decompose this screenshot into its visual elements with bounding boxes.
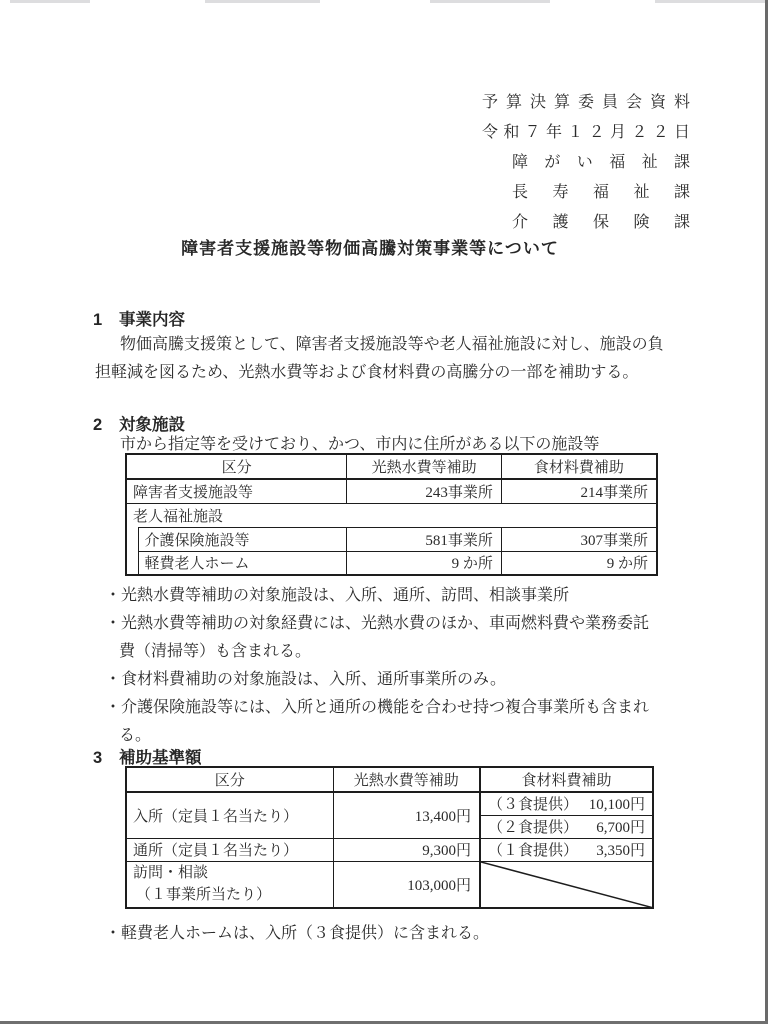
meal-amount: 6,700円 <box>596 820 645 836</box>
meal-type-label: （１食提供） <box>488 843 579 859</box>
meal-type-label: （２食提供） <box>488 820 579 836</box>
table-row <box>126 792 653 815</box>
diagonal-slash <box>481 862 652 908</box>
row-label-line: （１事業所当たり） <box>136 887 272 904</box>
note-line-continuation: 費（清掃等）も含まれる。 <box>119 643 312 660</box>
utility-count-cell: 9 か所 <box>347 551 502 575</box>
section1-body <box>95 331 675 387</box>
column-header-utility-subsidy: 光熱水費等補助 <box>347 454 502 479</box>
food-subsidy-na-cell <box>480 861 653 908</box>
committee-material-label: 予算決算委員会資料 <box>482 94 690 111</box>
indent-spacer-cell <box>126 551 138 575</box>
section1-number: 1 <box>93 311 103 329</box>
row-label-homon <box>126 861 333 908</box>
meal-amount: 3,350円 <box>596 843 645 859</box>
row-label-care-insurance: 介護保険施設等 <box>138 527 347 551</box>
page-title: 障害者支援施設等物価高騰対策事業等について <box>181 239 559 258</box>
table-row <box>126 861 653 908</box>
section3-note: ・軽費老人ホームは、入所（３食提供）に含まれる。 <box>105 925 490 942</box>
food-amount-cell <box>480 815 653 838</box>
subsidy-standard-amount-table <box>125 766 654 909</box>
food-count-cell: 214事業所 <box>501 479 657 503</box>
note-line: ・食材料費補助の対象施設は、入所、通所事業所のみ。 <box>105 671 506 688</box>
note-line-continuation: る。 <box>119 727 152 744</box>
table-row <box>126 838 653 861</box>
body-line: 担軽減を図るため、光熱水費等および食材料費の高騰分の一部を補助する。 <box>95 364 639 381</box>
column-header-category: 区分 <box>126 454 347 479</box>
department-name: 介護保険課 <box>512 214 690 231</box>
row-label-nyusho: 入所（定員１名当たり） <box>126 792 333 838</box>
utility-amount-cell: 13,400円 <box>333 792 480 838</box>
utility-count-cell: 581事業所 <box>347 527 502 551</box>
row-label-line: 訪問・相談 <box>133 865 209 882</box>
target-facilities-table <box>125 453 658 576</box>
indent-spacer-cell <box>126 527 138 551</box>
section1-heading-label: 事業内容 <box>119 311 185 329</box>
section2-number: 2 <box>93 416 103 434</box>
column-header-food-subsidy: 食材料費補助 <box>501 454 657 479</box>
note-line: ・光熱水費等補助の対象施設は、入所、通所、訪問、相談事業所 <box>105 587 570 604</box>
note-line: ・光熱水費等補助の対象経費には、光熱水費のほか、車両燃料費や業務委託 <box>105 615 650 632</box>
meal-type-label: （３食提供） <box>488 797 579 814</box>
department-name: 障がい福祉課 <box>512 154 690 171</box>
section2-intro: 市から指定等を受けており、かつ、市内に住所がある以下の施設等 <box>120 436 600 453</box>
note-line: ・介護保険施設等には、入所と通所の機能を合わせ持つ複合事業所も含まれ <box>105 699 650 716</box>
column-header-utility-subsidy: 光熱水費等補助 <box>333 767 480 792</box>
table-row <box>126 551 657 575</box>
section3-heading <box>93 744 202 768</box>
body-line: 物価高騰支援策として、障害者支援施設等や老人福祉施設に対し、施設の負 <box>120 336 664 353</box>
table-row <box>126 479 657 503</box>
document-date: 令和７年１２月２２日 <box>482 124 690 141</box>
utility-amount-cell: 9,300円 <box>333 838 480 861</box>
scan-artifact-top-strip <box>430 0 550 3</box>
column-header-category: 区分 <box>126 767 333 792</box>
table-header-row <box>126 767 653 792</box>
row-label-tsusho: 通所（定員１名当たり） <box>126 838 333 861</box>
scan-artifact-top-strip <box>205 0 320 3</box>
meal-amount: 10,100円 <box>588 797 645 814</box>
column-header-food-subsidy: 食材料費補助 <box>480 767 653 792</box>
food-amount-cell <box>480 838 653 861</box>
table-row <box>126 527 657 551</box>
department-name: 長寿福祉課 <box>512 184 690 201</box>
food-amount-cell <box>480 792 653 815</box>
row-label-keihi-home: 軽費老人ホーム <box>138 551 347 575</box>
food-count-cell: 307事業所 <box>501 527 657 551</box>
table-group-row <box>126 503 657 527</box>
section3-number: 3 <box>93 749 103 767</box>
scan-artifact-top-strip <box>10 0 90 3</box>
table-header-row <box>126 454 657 479</box>
document-header-block <box>482 88 690 238</box>
row-label-elderly-welfare: 老人福祉施設 <box>126 503 657 527</box>
row-label-disability-facilities: 障害者支援施設等 <box>126 479 347 503</box>
section3-heading-label: 補助基準額 <box>119 749 202 767</box>
food-count-cell: 9 か所 <box>501 551 657 575</box>
utility-count-cell: 243事業所 <box>347 479 502 503</box>
section2-heading-label: 対象施設 <box>119 416 185 434</box>
section1-heading <box>93 306 185 330</box>
utility-amount-cell: 103,000円 <box>333 861 480 908</box>
scan-artifact-top-strip <box>655 0 765 3</box>
section2-notes <box>105 582 649 750</box>
